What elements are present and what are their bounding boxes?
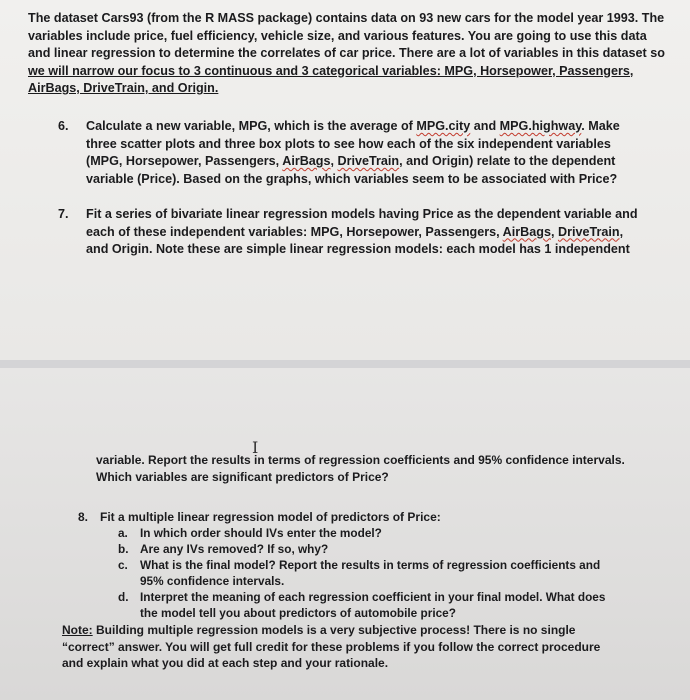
text-cursor-icon: I — [252, 438, 259, 457]
question-7-continuation: variable. Report the results in terms of regression coefficients and 95% confidence intervals. Which variables are significant predictors of Price? — [96, 453, 625, 484]
question-6: Calculate a new variable, MPG, which is the average of MPG.city and MPG.highway. Make three scatter plots and three box plots to see how each of the six independent variables (MPG, Horsepower, Passengers, AirBags, DriveTrain, and Origin) relate to the dependent variable (Price). Based on the graphs, which variables seem to be associated with Price? — [86, 119, 620, 186]
q8-item-letter: a. — [118, 526, 128, 540]
question-8-stem: Fit a multiple linear regression model of predictors of Price: — [100, 510, 441, 524]
q8-item-a: In which order should IVs enter the model? — [140, 526, 382, 540]
note-label: Note: — [62, 623, 93, 637]
note-paragraph: Note: Building multiple regression models is a very subjective process! There is no single “correct” answer. You will get full credit for these problems if you follow the correct procedure and explain what you did at each step and your rationale. — [62, 623, 601, 670]
focus-variables-underlined: we will narrow our focus to 3 continuous and 3 categorical variables: MPG, Horsepower, Passengers, AirBags, DriveTrain, and Origin. — [28, 63, 634, 95]
q8-item-letter: c. — [118, 558, 128, 572]
q8-item-letter: b. — [118, 542, 129, 556]
q6-number: 6. — [58, 119, 69, 133]
dataset-name: Cars93 — [101, 11, 144, 25]
q8-item-b: Are any IVs removed? If so, why? — [140, 542, 329, 556]
q8-number: 8. — [78, 510, 89, 524]
page-gap — [0, 360, 690, 368]
q7-number: 7. — [58, 207, 69, 221]
question-7: Fit a series of bivariate linear regression models having Price as the dependent variable and each of these independent variables: MPG, Horsepower, Passengers, AirBags, DriveTrain, and Origin. Note these are simple linear regression models: each model has 1 independent — [86, 207, 638, 256]
q8-item-c: What is the final model? Report the results in terms of regression coefficients and 95% confidence intervals. — [140, 558, 601, 588]
q8-item-letter: d. — [118, 590, 129, 604]
intro-paragraph: The dataset Cars93 (from the R MASS package) contains data on 93 new cars for the model year 1993. The variables include price, fuel efficiency, vehicle size, and various features. You are going to use this data and linear regression to determine the correlates of car price. There are a lot of variables in this dataset so we will narrow our focus to 3 continuous and 3 categorical variables: MPG, Horsepower, Passengers, AirBags, DriveTrain, and Origin. — [28, 11, 665, 95]
q8-item-d: Interpret the meaning of each regression coefficient in your final model. What does the model tell you about predictors of automobile price? — [140, 590, 606, 620]
